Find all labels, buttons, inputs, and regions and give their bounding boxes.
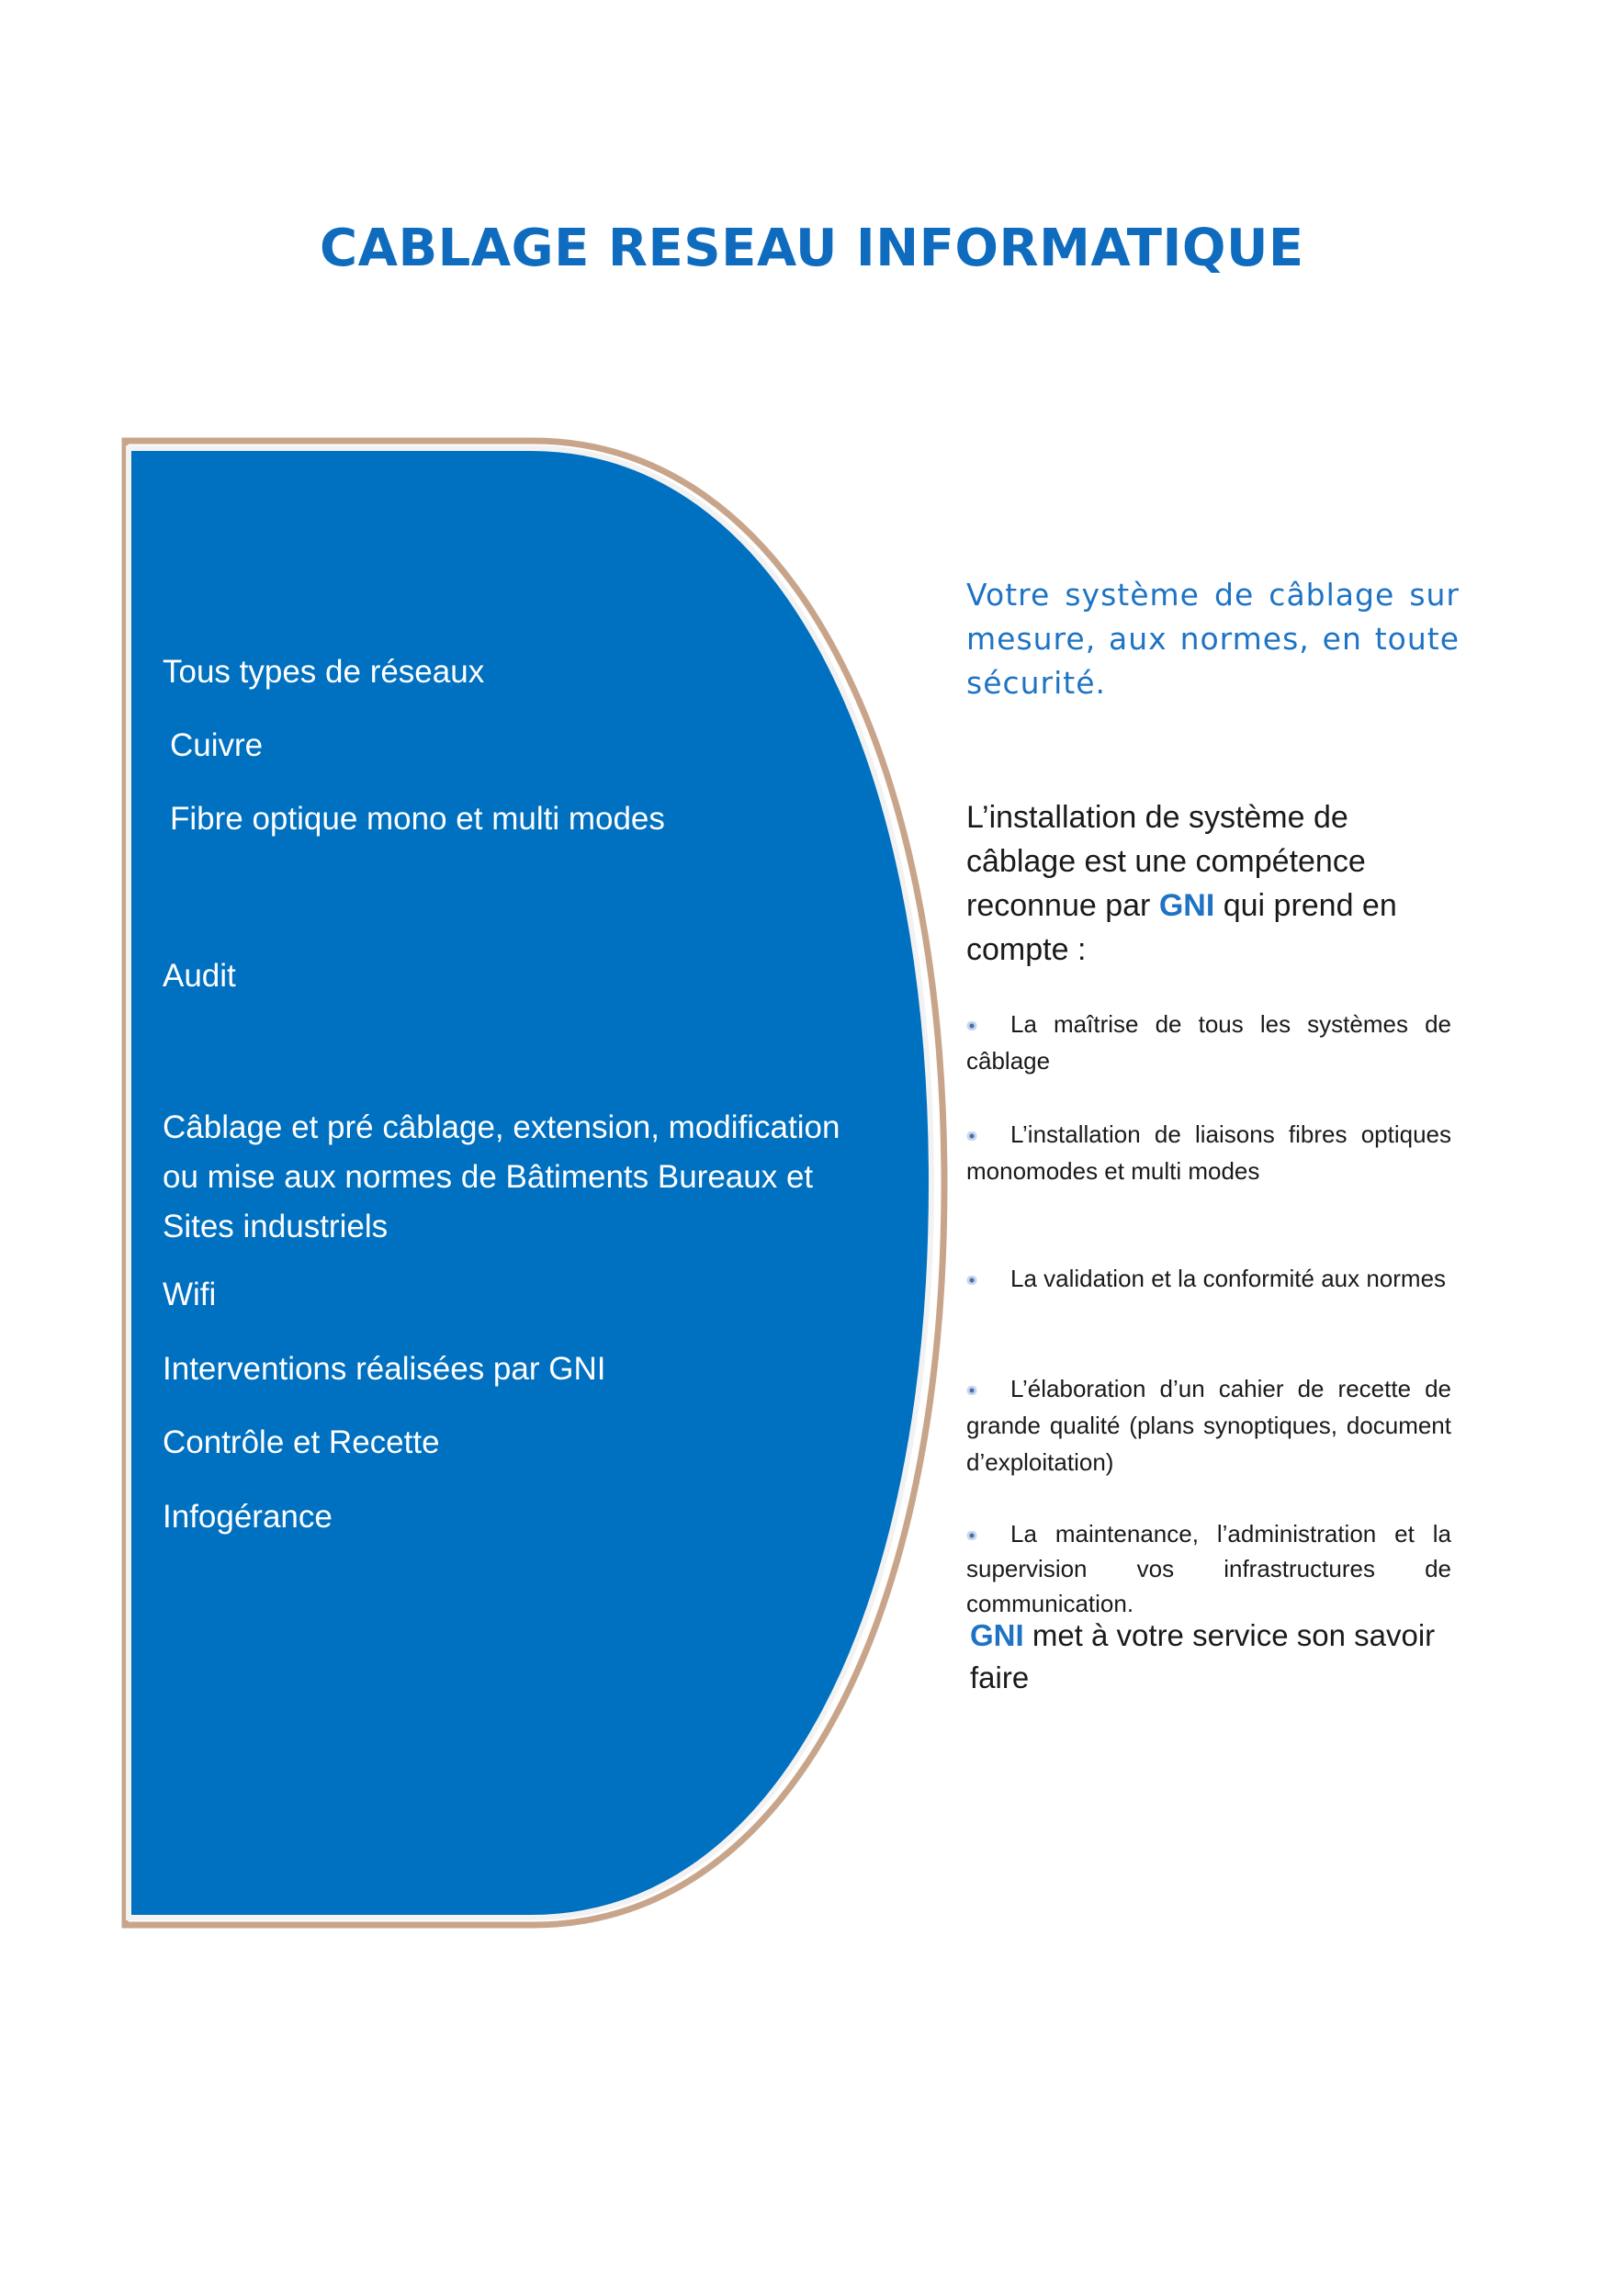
bullet-icon — [966, 1131, 977, 1141]
bullet-item: La maintenance, l’administration et la supervision vos infrastructures de communication. — [966, 1520, 1451, 1617]
page-title: CABLAGE RESEAU INFORMATIQUE — [320, 219, 1304, 278]
brand-name: GNI — [970, 1618, 1024, 1652]
tagline: Votre système de câblage sur mesure, aux normes, en toute sécurité. — [966, 577, 1460, 701]
panel-item-audit: Audit — [163, 958, 236, 994]
intro-text-before: L’installation de système de câblage est une compétence reconnue par — [966, 800, 1366, 923]
panel-item-copper: Cuivre — [170, 727, 264, 763]
panel-item-control: Contrôle et Recette — [163, 1424, 440, 1460]
intro-text-after: qui prend en compte : — [966, 888, 1397, 967]
intro-paragraph — [966, 795, 1444, 972]
bullet-item: La maîtrise de tous les systèmes de câblage — [966, 1010, 1451, 1075]
panel-item-infogerance: Infogérance — [163, 1499, 333, 1535]
closing-paragraph — [970, 1615, 1448, 1699]
bullet-icon — [966, 1386, 977, 1395]
panel-item-fiber: Fibre optique mono et multi modes — [170, 801, 665, 837]
brand-name: GNI — [1158, 888, 1215, 923]
bullet-icon — [966, 1531, 977, 1540]
panel-item-wifi: Wifi — [163, 1277, 217, 1312]
bullet-item: L’installation de liaisons fibres optiques monomodes et multi modes — [966, 1120, 1451, 1185]
panel-item-cabling: Câblage et pré câblage, extension, modification ou mise aux normes de Bâtiments Bureaux et Sites industriels — [163, 1109, 840, 1244]
closing-text: met à votre service son savoir faire — [970, 1618, 1436, 1694]
bullet-item: La validation et la conformité aux normes — [966, 1260, 1451, 1297]
panel-item-network-types: Tous types de réseaux — [163, 654, 485, 690]
panel-item-interventions: Interventions réalisées par GNI — [163, 1351, 606, 1387]
bullet-icon — [966, 1021, 977, 1030]
bullet-item: L’élaboration d’un cahier de recette de grande qualité (plans synoptiques, document d’exploitation) — [966, 1375, 1451, 1476]
bullet-icon — [966, 1276, 977, 1285]
